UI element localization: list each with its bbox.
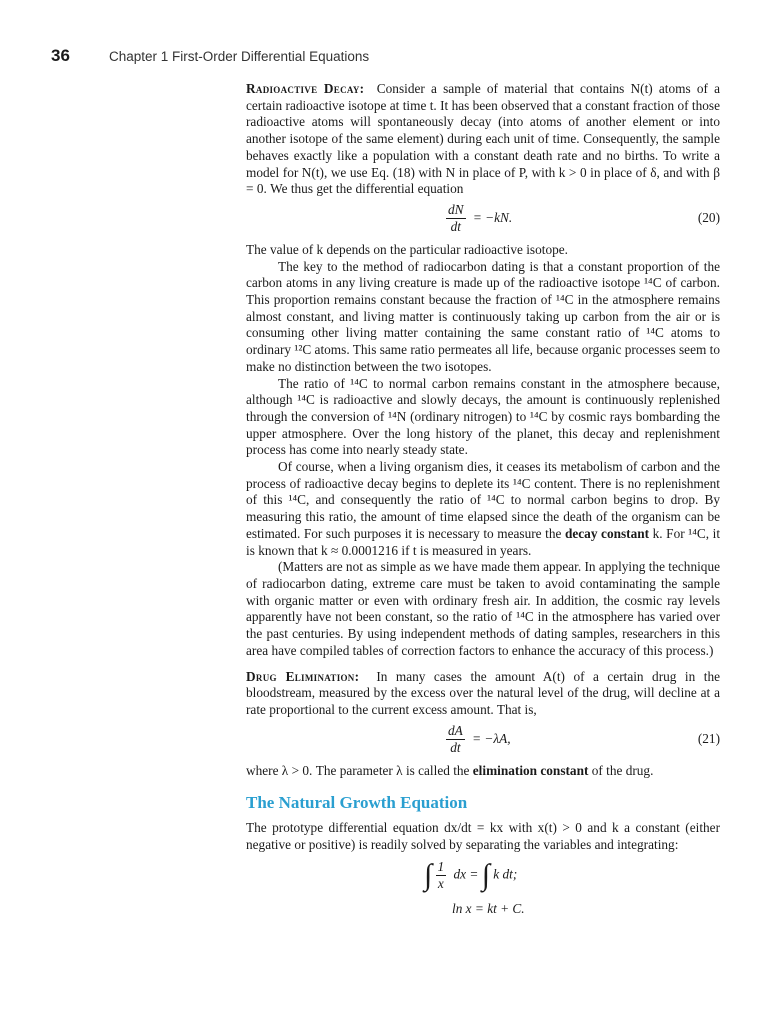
eq21-fraction <box>446 723 465 756</box>
eq21-numerator: dA <box>448 722 463 738</box>
elimination-paragraph <box>246 763 720 780</box>
decay-text-a: Of course, when a living organism dies, it ceases its metabolism of carbon and the process of radioactive decay begins to deplete its ¹⁴C content. There is no replenishment of this ¹⁴C, and consequently the ratio of ¹⁴C to normal carbon begins to drop. By measuring this ratio, the amount of time elapsed since the death of the organism can be estimated. For such purposes it is necessary to measure the <box>246 459 720 541</box>
integral-sign-icon: ∫ <box>481 858 490 892</box>
radioactive-decay-paragraph <box>246 81 720 198</box>
page-number: 36 <box>51 46 70 65</box>
natural-growth-paragraph: The prototype differential equation dx/dt = kx with x(t) > 0 and k a constant (either negative or positive) is readily solved by separating the variables and integrating: <box>246 820 720 852</box>
drug-elimination-paragraph <box>246 669 720 719</box>
decay-constant-term: decay constant <box>564 525 650 541</box>
eq20-denominator: dt <box>450 218 461 234</box>
integral-denominator: x <box>437 876 444 892</box>
equation-21 <box>246 721 720 761</box>
eq20-rhs: = −kN. <box>472 210 513 226</box>
integral-left-tail: dx = <box>453 866 479 882</box>
integral-line-2: ln x = kt + C. <box>452 901 525 917</box>
integral-fraction <box>436 859 447 892</box>
elimination-text-a: where λ > 0. The parameter λ is called the <box>246 762 470 778</box>
equation-20 <box>246 200 720 240</box>
radioactive-decay-heading: Radioactive Decay: <box>246 81 365 96</box>
paragraph-decay-constant <box>246 459 720 559</box>
eq20-numerator: dN <box>448 201 464 217</box>
drug-elimination-heading: Drug Elimination: <box>246 668 360 684</box>
elimination-text-b: of the drug. <box>591 762 654 778</box>
integral-equation <box>246 857 720 919</box>
integral-numerator: 1 <box>437 859 445 875</box>
paragraph-radiocarbon: The key to the method of radiocarbon dating is that a constant proportion of the carbon atoms in any living creature is made up of the radioactive isotope ¹⁴C of carbon. This proportion remains constant because the fraction of ¹⁴C in the atmosphere remains almost constant, and living matter is continuously taking up carbon from the air or is consuming other living matter containing the same constant ratio of ¹⁴C atoms to ordinary ¹²C atoms. This same ratio permeates all life, because organic processes seem to make no distinction between the two isotopes. <box>246 258 720 374</box>
eq20-fraction <box>446 202 466 235</box>
integral-line-1 <box>424 859 517 892</box>
eq21-rhs: = −λA, <box>472 730 511 746</box>
eq21-denominator: dt <box>450 739 461 755</box>
integral-right: k dt; <box>493 866 518 882</box>
paragraph-k-depends: The value of k depends on the particular radioactive isotope. <box>246 241 568 257</box>
eq21-label: (21) <box>697 730 720 746</box>
paragraph-ratio: The ratio of ¹⁴C to normal carbon remains constant in the atmosphere because, although ¹⁴C is radioactive and slowly decays, the amount is continuously replenished through the conversion of ¹⁴N (ordinary nitrogen) to ¹⁴C by cosmic rays bombarding the upper atmosphere. Over the long history of the planet, this decay and replenishment process has come into nearly steady state. <box>246 375 720 458</box>
radioactive-decay-text: Consider a sample of material that contains N(t) atoms of a certain radioactive isotope at time t. It has been observed that a constant fraction of those radioactive atoms will spontaneously decay (into atoms of another element or into another isotope of the same element) during each unit of time. Consequently, the sample behaves exactly like a population with a constant death rate and no births. To write a model for N(t), we use Eq. (18) with N in place of P, with k > 0 in place of δ, and with β = 0. We thus get the differential equation <box>246 81 720 197</box>
page-body <box>246 81 720 919</box>
page-header <box>0 46 768 70</box>
paragraph-matters: (Matters are not as simple as we have made them appear. In applying the technique of radiocarbon dating, extreme care must be taken to avoid contaminating the sample with organic matter or even with ordinary fresh air. In addition, the cosmic ray levels apparently have not been constant, so the ratio of ¹⁴C in the atmosphere has varied over the past centuries. By using independent methods of dating samples, researchers in this area have compiled tables of correction factors to enhance the accuracy of this process.) <box>246 559 720 658</box>
eq20-label: (20) <box>697 209 720 225</box>
decay-text-b: k. For ¹⁴C, it is known that k ≈ 0.0001216 if t is measured in years. <box>246 525 721 558</box>
drug-elimination-text: In many cases the amount A(t) of a certain drug in the bloodstream, measured by the excess over the natural level of the drug, will decline at a rate proportional to the current excess amount. That is, <box>246 668 720 717</box>
running-head: Chapter 1 First-Order Differential Equations <box>109 49 370 64</box>
section-title: The Natural Growth Equation <box>246 793 468 813</box>
integral-sign-icon: ∫ <box>424 858 433 892</box>
elimination-constant-term: elimination constant <box>472 762 589 778</box>
